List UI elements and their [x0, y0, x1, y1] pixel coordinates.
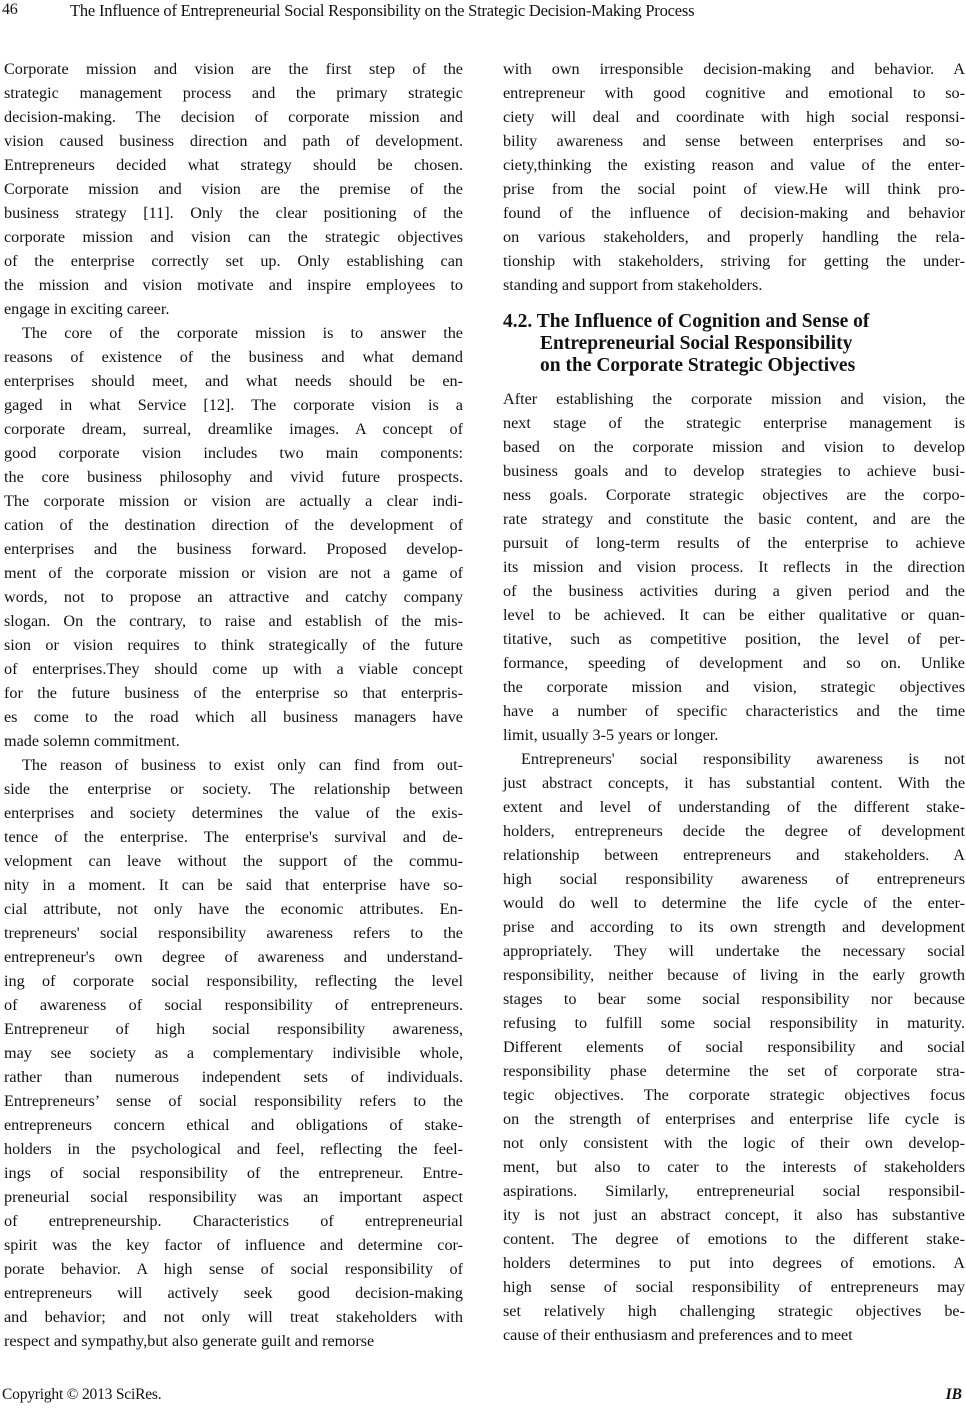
left-column: [4, 57, 463, 1353]
text-line: ity is not just an abstract concept, it also has substantive: [503, 1206, 965, 1224]
text-line: trepreneurs' social responsibility awareness refers to the: [4, 924, 463, 942]
text-line: reasons of existence of the business and what demand: [4, 348, 463, 366]
text-line: high sense of social responsibility of entrepreneurs may: [503, 1278, 965, 1296]
text-line: cause of their enthusiasm and preferences and to meet: [503, 1326, 853, 1344]
text-line: Entrepreneur of high social responsibility awareness,: [4, 1020, 463, 1038]
section-heading-line-1: 4.2. The Influence of Cognition and Sense of: [503, 311, 870, 332]
text-line: gaged in what Service [12]. The corporate vision is a: [4, 396, 463, 414]
text-line: on various stakeholders, and properly handling the rela-: [503, 228, 965, 246]
text-line: ciety will deal and coordinate with high social responsi-: [503, 108, 965, 126]
text-line: enterprises should meet, and what needs should be en-: [4, 372, 463, 390]
text-line: stages to bear some social responsibility nor because: [503, 990, 965, 1008]
page-footer: [0, 1386, 966, 1410]
text-line: ciety,thinking the existing reason and value of the enter-: [503, 156, 965, 174]
text-line: responsibility phase determine the set of corporate stra-: [503, 1062, 965, 1080]
text-line: with own irresponsible decision-making and behavior. A: [503, 60, 965, 78]
text-line: titative, such as competitive position, the level of per-: [503, 630, 965, 648]
text-line: sion or vision requires to think strategically of the future: [4, 636, 463, 654]
paragraph: [4, 753, 463, 1353]
text-line: of the enterprise correctly set up. Only establishing can: [4, 252, 463, 270]
paragraph: [4, 57, 463, 321]
text-line: ness goals. Corporate strategic objectives are the corpo-: [503, 486, 965, 504]
text-line: of entrepreneurship. Characteristics of entrepreneurial: [4, 1212, 463, 1230]
text-line: nity in a moment. It can be said that enterprise have so-: [4, 876, 463, 894]
text-line: content. The degree of emotions to the different stake-: [503, 1230, 965, 1248]
page-header: [0, 0, 966, 26]
text-line: vision caused business direction and path of development.: [4, 132, 463, 150]
right-column: [503, 57, 965, 1347]
section-heading-line-2: Entrepreneurial Social Responsibility: [540, 333, 853, 354]
text-line: the mission and vision motivate and inspire employees to: [4, 276, 463, 294]
journal-abbreviation: IB: [945, 1386, 962, 1403]
text-line: cial attribute, not only have the economic attributes. En-: [4, 900, 463, 918]
running-title: The Influence of Entrepreneurial Social Responsibility on the Strategic Decision-Making Process: [70, 1, 695, 20]
text-line: The core of the corporate mission is to answer the: [22, 324, 463, 342]
text-line: the corporate mission and vision, strategic objectives: [503, 678, 965, 696]
text-line: respect and sympathy,but also generate guilt and remorse: [4, 1332, 375, 1350]
text-line: Entrepreneurs’ sense of social responsibility refers to the: [4, 1092, 463, 1110]
text-line: ment, but also to cater to the interests of stakeholders: [503, 1158, 965, 1176]
text-line: formance, speeding of development and so on. Unlike: [503, 654, 965, 672]
text-line: enterprises and society determines the value of the exis-: [4, 804, 463, 822]
text-line: holders, entrepreneurs decide the degree of development: [503, 822, 965, 840]
text-line: entrepreneurs will actively seek good decision-making: [4, 1284, 463, 1302]
text-line: Different elements of social responsibility and social: [503, 1038, 965, 1056]
text-line: The reason of business to exist only can find from out-: [22, 756, 463, 774]
text-line: preneurial social responsibility was an important aspect: [4, 1188, 463, 1206]
right-paragraphs-after-heading: [503, 387, 965, 1347]
text-line: strategic management process and the primary strategic: [4, 84, 463, 102]
text-line: appropriately. They will undertake the necessary social: [503, 942, 965, 960]
text-line: tence of the enterprise. The enterprise's survival and de-: [4, 828, 463, 846]
text-line: high social responsibility awareness of entrepreneurs: [503, 870, 965, 888]
text-line: aspirations. Similarly, entrepreneurial social responsibil-: [503, 1182, 965, 1200]
text-line: corporate dream, surreal, dreamlike images. A concept of: [4, 420, 463, 438]
text-line: entrepreneur's own degree of awareness and understand-: [4, 948, 463, 966]
text-line: ment of the corporate mission or vision are not a game of: [4, 564, 463, 582]
text-line: cation of the destination direction of the development of: [4, 516, 463, 534]
text-line: enterprises and the business forward. Proposed develop-: [4, 540, 463, 558]
text-line: business goals and to develop strategies to achieve busi-: [503, 462, 965, 480]
text-line: rather than numerous independent sets of individuals.: [4, 1068, 463, 1086]
text-line: Entrepreneurs' social responsibility awareness is not: [521, 750, 965, 768]
text-line: es come to the road which all business managers have: [4, 708, 463, 726]
text-line: holders in the psychological and feel, reflecting the feel-: [4, 1140, 463, 1158]
text-line: rate strategy and constitute the basic content, and are the: [503, 510, 965, 528]
text-line: pursuit of long-term results of the enterprise to achieve: [503, 534, 965, 552]
text-line: prise from the social point of view.He will think pro-: [503, 180, 965, 198]
text-line: not only consistent with the logic of their own develop-: [503, 1134, 965, 1152]
text-line: Corporate mission and vision are the premise of the: [4, 180, 463, 198]
text-line: for the future business of the enterprise so that enterpris-: [4, 684, 463, 702]
paragraph: [503, 747, 965, 1347]
text-line: of enterprises.They should come up with a viable concept: [4, 660, 463, 678]
section-heading-line-3: on the Corporate Strategic Objectives: [540, 355, 856, 376]
text-line: tegic objectives. The corporate strategic objectives focus: [503, 1086, 965, 1104]
text-line: of the business activities during a given period and the: [503, 582, 965, 600]
text-line: Corporate mission and vision are the first step of the: [4, 60, 463, 78]
text-line: corporate mission and vision can the strategic objectives: [4, 228, 463, 246]
text-line: words, not to propose an attractive and catchy company: [4, 588, 463, 606]
paragraph: [503, 387, 965, 747]
text-line: made solemn commitment.: [4, 732, 180, 750]
text-line: good corporate vision includes two main components:: [4, 444, 463, 462]
text-line: based on the corporate mission and vision to develop: [503, 438, 965, 456]
text-line: engage in exciting career.: [4, 300, 170, 318]
text-line: Entrepreneurs decided what strategy should be chosen.: [4, 156, 463, 174]
text-line: would do well to determine the life cycle of the enter-: [503, 894, 965, 912]
text-line: the core business philosophy and vivid future prospects.: [4, 468, 463, 486]
text-line: found of the influence of decision-making and behavior: [503, 204, 965, 222]
section-number: 4.2.: [503, 311, 533, 332]
text-line: entrepreneur with good cognitive and emotional to so-: [503, 84, 965, 102]
text-line: prise and according to its own strength and development: [503, 918, 965, 936]
text-line: velopment can leave without the support of the commu-: [4, 852, 463, 870]
text-line: slogan. On the contrary, to raise and establish of the mis-: [4, 612, 463, 630]
page-number: 46: [2, 1, 18, 18]
text-line: have a number of specific characteristics and the time: [503, 702, 965, 720]
text-line: on the strength of enterprises and enterprise life cycle is: [503, 1110, 965, 1128]
text-line: next stage of the strategic enterprise management is: [503, 414, 965, 432]
text-line: and behavior; and not only will treat stakeholders with: [4, 1308, 463, 1326]
text-line: set relatively high challenging strategic objectives be-: [503, 1302, 965, 1320]
text-line: entrepreneurs concern ethical and obligations of stake-: [4, 1116, 463, 1134]
text-line: After establishing the corporate mission and vision, the: [503, 390, 965, 408]
text-line: decision-making. The decision of corporate mission and: [4, 108, 463, 126]
paragraph: [503, 57, 965, 297]
text-line: level to be achieved. It can be either qualitative or quan-: [503, 606, 965, 624]
section-heading: [503, 311, 965, 377]
text-line: its mission and vision process. It reflects in the direction: [503, 558, 965, 576]
text-line: just abstract concepts, it has substantial content. With the: [503, 774, 965, 792]
text-line: bility awareness and sense between enterprises and so-: [503, 132, 965, 150]
text-line: ing of corporate social responsibility, reflecting the level: [4, 972, 463, 990]
text-line: spirit was the key factor of influence and determine cor-: [4, 1236, 463, 1254]
text-line: The corporate mission or vision are actually a clear indi-: [4, 492, 463, 510]
text-line: side the enterprise or society. The relationship between: [4, 780, 463, 798]
text-line: standing and support from stakeholders.: [503, 276, 763, 294]
text-line: limit, usually 3-5 years or longer.: [503, 726, 719, 744]
right-paragraphs-before-heading: [503, 57, 965, 297]
text-line: ings of social responsibility of the entrepreneur. Entre-: [4, 1164, 463, 1182]
text-line: may see society as a complementary indivisible whole,: [4, 1044, 463, 1062]
text-line: extent and level of understanding of the different stake-: [503, 798, 965, 816]
copyright-notice: Copyright © 2013 SciRes.: [2, 1386, 162, 1403]
text-line: of awareness of social responsibility of entrepreneurs.: [4, 996, 463, 1014]
text-line: holders determines to put into degrees of emotions. A: [503, 1254, 965, 1272]
text-line: porate behavior. A high sense of social responsibility of: [4, 1260, 463, 1278]
paragraph: [4, 321, 463, 753]
text-line: responsibility, neither because of living in the early growth: [503, 966, 965, 984]
text-line: refusing to fulfill some social responsibility in maturity.: [503, 1014, 965, 1032]
text-line: tionship with stakeholders, striving for getting the under-: [503, 252, 965, 270]
text-line: business strategy [11]. Only the clear positioning of the: [4, 204, 463, 222]
text-line: relationship between entrepreneurs and stakeholders. A: [503, 846, 965, 864]
